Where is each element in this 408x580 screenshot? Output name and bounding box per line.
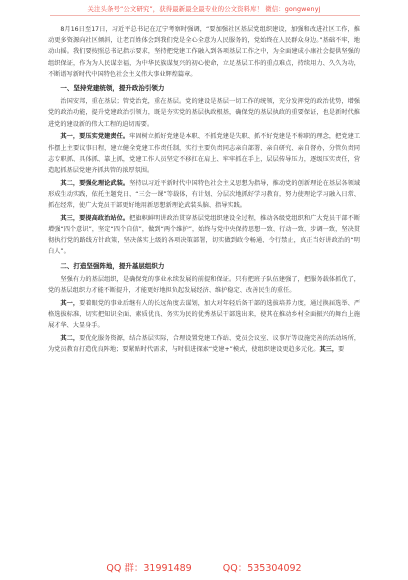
qq-group-label: QQ 群：31991489 [106, 563, 192, 574]
contact-footer [0, 560, 408, 574]
qq-number-label: QQ：535304092 [222, 563, 302, 574]
intro-paragraph: 8月16日至17日，习近平总书记在辽宁考察时强调，“要加强社区基层党组织建设，加强和改进社区工作，推动更多资源向社区倾斜，让老百姓体会到我们党是全心全意为人民服务的，党始终在人民群众身边。”基础不牢，地动山摇。我们要按照总书记指示要求，坚持把党建工作融入到各项基层工作之中，为全面建成小康社会提供坚强的组织保证，作为为人民谋幸福，为中华民族谋复兴的初心使命，立足基层工作的重点难点，持续用力、久久为功，不断谱写新时代中国特色社会主义伟大事业辉煌篇章。 [48, 26, 360, 78]
point-text: 牢固树立抓好党建是本职、不抓党建是失职、抓不好党建是不称职的理念，把党建工作摆上主要议事日程，建立健全党建工作责任制，实行主要负责同志亲自部署、亲自研究、亲自督办，分管负责同志专职抓、具体抓、靠上抓，党建工作人员坚定不移扛在肩上、牢牢抓在手上，层层传导压力，逐级压实责任，营造起抓基层党建齐抓共管的浓厚氛围。 [48, 133, 361, 174]
section-heading-1: 一、坚持党建统领，提升政治引领力 [60, 84, 165, 93]
point-lead: 其二， [60, 334, 80, 342]
header-divider [50, 15, 360, 16]
point-text: 要优化服务资源，结合基层实际，合理设置党建工作站、党员会议室、议事厅等设施完善的活动场所，为党员教育打造优良阵地；要紧贴时代需求，与时俱进探索“党建+”模式，使组织建设更趋多元化。 [48, 334, 361, 353]
section-2-point-2 [48, 333, 360, 355]
section-2-intro: 坚强有力的基层组织，是确保党的事业永续发展的前提和保证。只有把班子队伍建强了，把服务载体抓优了，党的基层组织力才能不断提升，才能更好地担负起发展经济、维护稳定、改善民生的重任。 [48, 275, 360, 294]
document-body [48, 24, 360, 357]
point-text: 坚持以习近平新时代中国特色社会主义思想为指导，推动党的创新理论在基层各领域形成生动实践，依托主题党日、“三会一课”等载体，有计划、分层次地抓好学习教育，努力使理论学习融入日常、抓在经常，使广大党员干部更好地用新思想新理论武装头脑、指导实践。 [48, 179, 361, 210]
section-1-point-1 [48, 131, 360, 176]
point-text: 要着眼党的事业后继有人的长远角度去谋划，加大对年轻后备干部的选拔培养力度，通过换届选举、严格选拔标准，切实把知识全面、素质优良、务实为民的优秀基层干部选出来，使其在推动乡村全面振兴的舞台上施展才华、大显身手。 [48, 299, 361, 330]
section-1-point-2 [48, 178, 360, 212]
point-lead: 其二，要强化理论武装。 [60, 179, 130, 187]
section-1-point-3 [48, 213, 360, 258]
section-heading-2: 二、打造坚强阵地，提升基层组织力 [60, 261, 165, 270]
point-lead: 其一，要压实党建责任。 [60, 133, 130, 141]
section-1-intro: 治国安邦，重在基层；管党治党，重在基层。党的建设是基层一切工作的统领，充分发挥党的政治优势，增强党的政治功能，提升党建政治引领力，既是夯实党的基层执政根基，确保党的基层执政的重要保证，也是新时代推进党的建设新的伟大工程的迫切需要。 [48, 98, 360, 128]
point-lead-next: 其三， [319, 345, 339, 353]
point-text-next: 要 [338, 345, 345, 353]
point-lead: 其一， [60, 299, 80, 307]
point-text: 把旗帜鲜明讲政治贯穿基层党组织建设全过程，推动各级党组织和广大党员干部不断增强“四个意识”，坚定“四个自信”，做到“两个维护”，始终与党中央保持思想一致、行动一致、步调一致，坚决贯彻执行党的路线方针政策，坚决落实上级的各项决策部署，切实做到政令畅通、令行禁止，真正当好讲政治的“明白人”。 [48, 214, 361, 256]
point-lead: 其三，要提高政治站位。 [60, 214, 130, 222]
section-2-point-1 [48, 298, 360, 332]
promo-header: 关注头条号“公文研究”，获得最新最全最专业的公文资料库！ 微信：gongwenyj [87, 5, 321, 13]
